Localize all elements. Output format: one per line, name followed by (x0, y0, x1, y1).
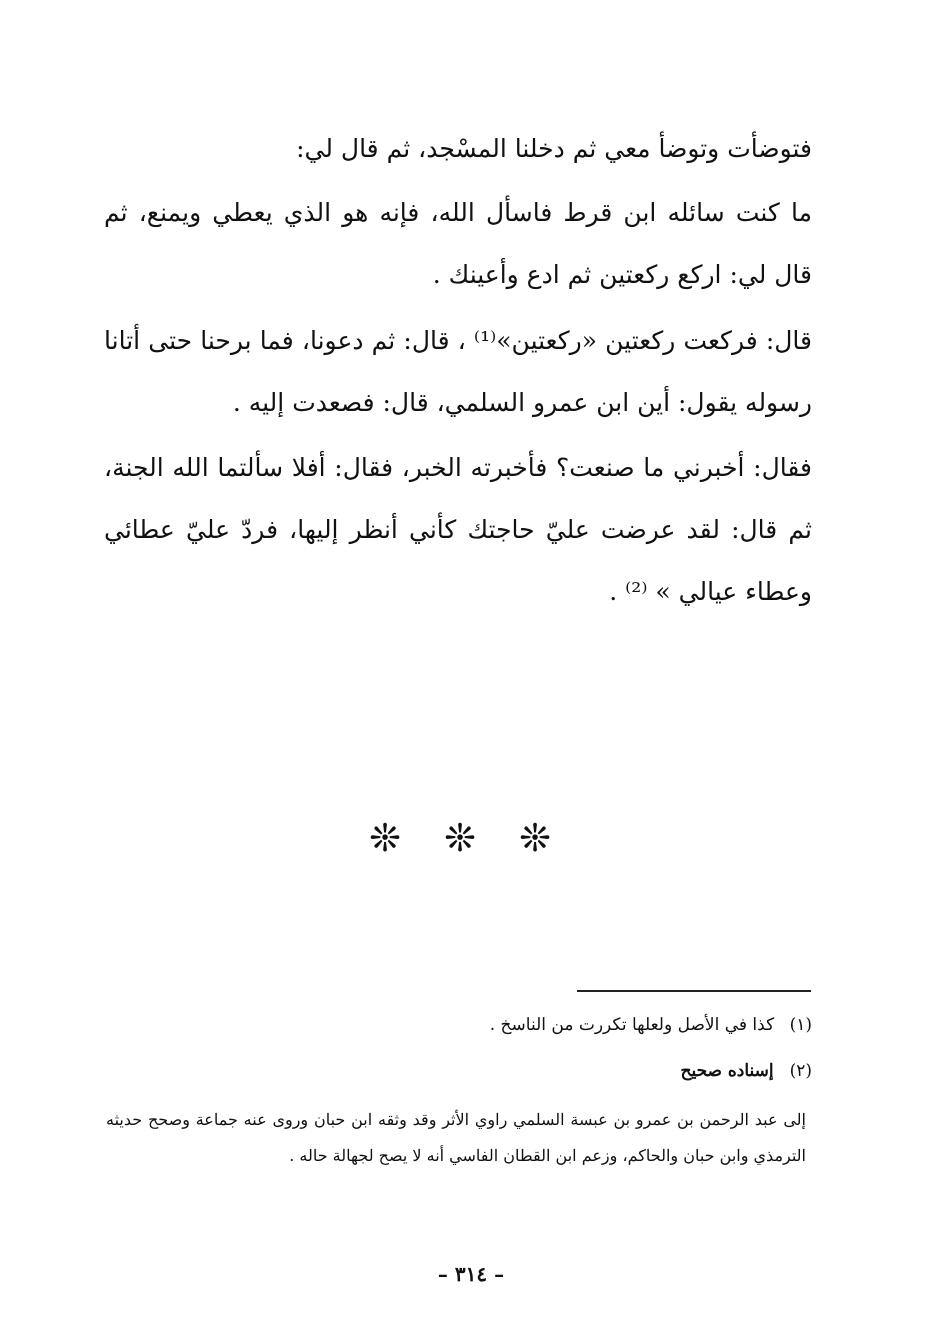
footnote-1 (104, 1010, 812, 1040)
paragraph-1: ما كنت سائله ابن قرط فاسأل الله، فإنه هو الذي يعطي ويمنع، ثم قال لي: اركع ركعتين ثم ادع وأعينك . (104, 198, 812, 289)
section-divider-ornaments (360, 808, 560, 868)
footnote-number: (١) (789, 1015, 812, 1035)
asterisk-ornament-icon: ❊ (369, 816, 401, 860)
footnote-text: كذا في الأصل ولعلها تكررت من الناسخ . (489, 1015, 775, 1035)
paragraph-3: فقال: أخبرني ما صنعت؟ فأخبرته الخبر، فقال: أفلا سألتما الله الجنة، ثم قال: لقد عرضت عليّ حاجتك كأني أنظر إليها، فردّ عليّ عطائي وعطاء عيالي » ⁽²⁾ . (104, 453, 812, 606)
text-line-opening: فتوضأت وتوضأ معي ثم دخلنا المسْجد، ثم قال لي: (296, 134, 812, 163)
footnote-separator (577, 990, 811, 992)
footnote-number: (٢) (789, 1061, 812, 1081)
footnote-2 (104, 1056, 812, 1086)
asterisk-ornament-icon: ❊ (519, 816, 551, 860)
footnote-heading: إسناده صحيح (680, 1061, 774, 1081)
paragraph-2: قال: فركعت ركعتين «ركعتين»⁽¹⁾ ، قال: ثم دعونا، فما برحنا حتى أتانا رسوله يقول: أين ابن عمرو السلمي، قال: فصعدت إليه . (104, 326, 812, 417)
page-number: – ٣١٤ – (437, 1262, 505, 1286)
footnote-2-body: إلى عبد الرحمن بن عمرو بن عبسة السلمي راوي الأثر وقد وثقه ابن حبان وروى عنه جماعة وصحح حديثه الترمذي وابن حبان والحاكم، وزعم ابن القطان الفاسي أنه لا يصح لجهالة حاله . (106, 1110, 807, 1165)
asterisk-ornament-icon: ❊ (444, 816, 476, 860)
